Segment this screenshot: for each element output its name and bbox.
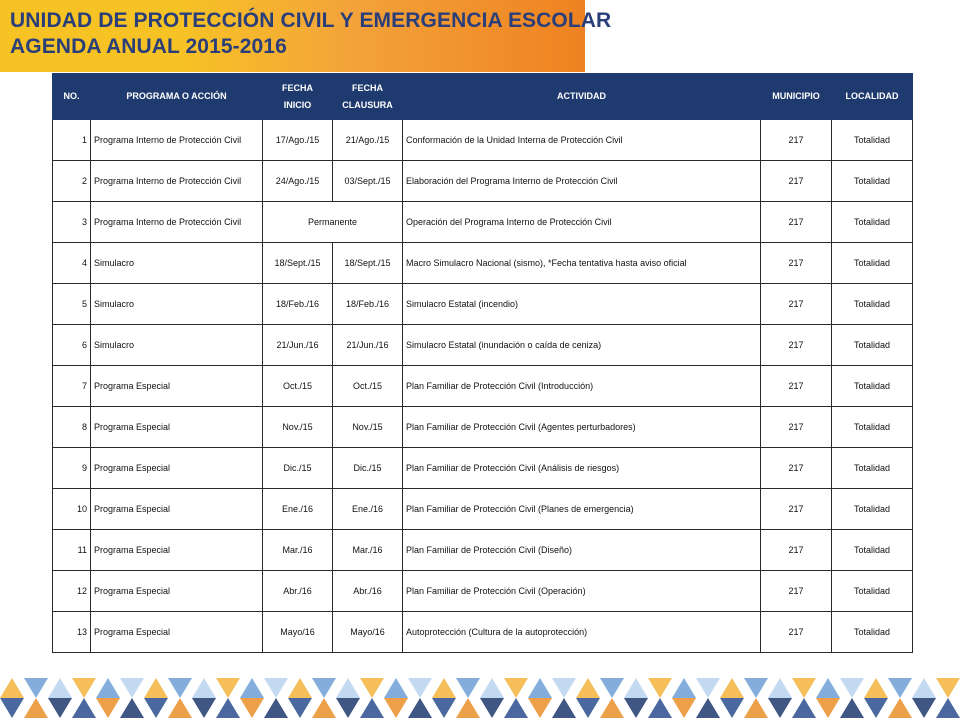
cell-programa: Programa Interno de Protección Civil [91,120,263,161]
footer-triangle [600,698,624,718]
footer-pattern-graphic [0,673,960,720]
cell-fecha-clausura: 21/Ago./15 [333,120,403,161]
cell-municipio: 217 [761,407,832,448]
cell-fecha-inicio: 18/Sept./15 [263,243,333,284]
cell-no: 6 [53,325,91,366]
footer-triangle [264,698,288,718]
cell-programa: Programa Especial [91,530,263,571]
cell-fecha-inicio: 21/Jun./16 [263,325,333,366]
footer-triangle [384,698,408,718]
col-header-actividad: ACTIVIDAD [403,74,761,120]
cell-programa: Simulacro [91,243,263,284]
cell-fecha-clausura: Dic./15 [333,448,403,489]
footer-triangle [912,698,936,718]
footer-triangle [360,698,384,718]
footer-triangle [768,698,792,718]
table-row [53,325,913,366]
cell-localidad: Totalidad [832,407,913,448]
footer-triangle [168,678,192,698]
footer-triangle [816,678,840,698]
footer-triangle [408,698,432,718]
footer-triangle [648,698,672,718]
page-title: UNIDAD DE PROTECCIÓN CIVIL Y EMERGENCIA ESCOLAR [10,9,612,32]
footer-triangle [48,678,72,698]
cell-localidad: Totalidad [832,366,913,407]
table-row [53,571,913,612]
cell-municipio: 217 [761,325,832,366]
footer-triangle [528,678,552,698]
footer-triangle [936,678,960,698]
footer-triangle [840,698,864,718]
footer-triangle [792,698,816,718]
footer-triangle [24,678,48,698]
footer-triangle [552,698,576,718]
footer-triangle [480,698,504,718]
footer-triangle [288,698,312,718]
footer-triangle [888,698,912,718]
footer-triangle [264,678,288,698]
cell-municipio: 217 [761,612,832,653]
cell-programa: Simulacro [91,284,263,325]
cell-fecha-inicio: Abr./16 [263,571,333,612]
footer-triangle [720,678,744,698]
cell-fecha-clausura: Oct./15 [333,366,403,407]
cell-municipio: 217 [761,530,832,571]
cell-programa: Programa Especial [91,489,263,530]
cell-no: 2 [53,161,91,202]
footer-triangle [624,678,648,698]
footer-triangle [912,678,936,698]
col-header-localidad: LOCALIDAD [832,74,913,120]
footer-triangle [888,678,912,698]
table-row [53,530,913,571]
col-header-fecha-clausura-line2: CLAUSURA [342,99,393,110]
cell-actividad: Autoprotección (Cultura de la autoprotección) [403,612,761,653]
cell-fecha-clausura: Mar./16 [333,530,403,571]
footer-triangle [696,678,720,698]
footer-triangle [552,678,576,698]
cell-no: 11 [53,530,91,571]
footer-triangle [456,678,480,698]
cell-actividad: Elaboración del Programa Interno de Protección Civil [403,161,761,202]
footer-triangle [384,678,408,698]
cell-programa: Simulacro [91,325,263,366]
footer-triangle [240,678,264,698]
cell-localidad: Totalidad [832,325,913,366]
footer-triangle [768,678,792,698]
cell-no: 1 [53,120,91,161]
cell-localidad: Totalidad [832,489,913,530]
footer-triangle [504,678,528,698]
footer-triangle [720,698,744,718]
footer-triangle [168,698,192,718]
cell-localidad: Totalidad [832,202,913,243]
footer-triangle [360,678,384,698]
cell-fecha-clausura: Nov./15 [333,407,403,448]
decorative-footer-pattern [0,673,960,720]
footer-triangle [576,698,600,718]
cell-no: 13 [53,612,91,653]
cell-programa: Programa Especial [91,612,263,653]
footer-triangle [840,678,864,698]
footer-triangle [240,698,264,718]
cell-actividad: Simulacro Estatal (incendio) [403,284,761,325]
cell-localidad: Totalidad [832,448,913,489]
cell-localidad: Totalidad [832,530,913,571]
footer-triangle [576,678,600,698]
cell-municipio: 217 [761,448,832,489]
col-header-municipio: MUNICIPIO [761,74,832,120]
footer-triangle [336,678,360,698]
cell-fecha-inicio: Nov./15 [263,407,333,448]
footer-triangle [696,698,720,718]
footer-triangle [672,678,696,698]
footer-triangle [312,678,336,698]
cell-actividad: Operación del Programa Interno de Protección Civil [403,202,761,243]
footer-triangle [600,678,624,698]
cell-municipio: 217 [761,284,832,325]
cell-localidad: Totalidad [832,161,913,202]
cell-fecha-inicio: Dic./15 [263,448,333,489]
footer-triangle [528,698,552,718]
cell-no: 3 [53,202,91,243]
table-row [53,612,913,653]
cell-fecha-clausura: 18/Sept./15 [333,243,403,284]
cell-actividad: Plan Familiar de Protección Civil (Agentes perturbadores) [403,407,761,448]
cell-localidad: Totalidad [832,571,913,612]
footer-triangle [336,698,360,718]
footer-triangle [432,698,456,718]
col-header-programa: PROGRAMA O ACCIÓN [91,74,263,120]
cell-actividad: Plan Familiar de Protección Civil (Operación) [403,571,761,612]
cell-fecha-inicio: Ene./16 [263,489,333,530]
cell-programa: Programa Especial [91,366,263,407]
agenda-table [52,73,913,653]
footer-triangle [72,678,96,698]
cell-municipio: 217 [761,489,832,530]
agenda-table-body [53,120,913,653]
cell-localidad: Totalidad [832,612,913,653]
footer-triangle [792,678,816,698]
table-row [53,161,913,202]
cell-fecha-clausura: 18/Feb./16 [333,284,403,325]
footer-triangle [0,698,24,718]
cell-programa: Programa Interno de Protección Civil [91,202,263,243]
table-row [53,243,913,284]
footer-triangle [24,698,48,718]
cell-no: 12 [53,571,91,612]
cell-programa: Programa Especial [91,571,263,612]
footer-triangle [312,698,336,718]
footer-triangle [864,698,888,718]
footer-triangle [120,698,144,718]
cell-fecha-inicio: Oct./15 [263,366,333,407]
col-header-fecha-clausura [333,74,403,120]
cell-fecha-clausura: Mayo/16 [333,612,403,653]
cell-no: 7 [53,366,91,407]
table-row [53,366,913,407]
cell-localidad: Totalidad [832,120,913,161]
footer-triangle [144,678,168,698]
cell-programa: Programa Especial [91,448,263,489]
footer-triangle [432,678,456,698]
table-row [53,120,913,161]
cell-localidad: Totalidad [832,284,913,325]
footer-triangle [864,678,888,698]
cell-actividad: Macro Simulacro Nacional (sismo), *Fecha tentativa hasta aviso oficial [403,243,761,284]
footer-triangle [816,698,840,718]
col-header-fecha-inicio-line2: INICIO [283,99,312,110]
page-subtitle: AGENDA ANUAL 2015-2016 [10,35,287,58]
cell-fecha-inicio: Mar./16 [263,530,333,571]
col-header-fecha-inicio [263,74,333,120]
cell-fecha-inicio: 24/Ago./15 [263,161,333,202]
col-header-fecha-inicio-line1: FECHA [282,82,313,93]
table-row [53,448,913,489]
cell-actividad: Simulacro Estatal (inundación o caída de ceniza) [403,325,761,366]
cell-municipio: 217 [761,366,832,407]
col-header-no: NO. [53,74,91,120]
footer-triangle [936,698,960,718]
footer-triangle [648,678,672,698]
table-row [53,489,913,530]
table-row [53,202,913,243]
footer-triangle [72,698,96,718]
title-banner [0,0,612,72]
cell-periodo: Permanente [263,202,403,243]
cell-actividad: Conformación de la Unidad Interna de Protección Civil [403,120,761,161]
footer-triangle [120,678,144,698]
cell-fecha-inicio: 17/Ago./15 [263,120,333,161]
footer-triangle [216,698,240,718]
cell-no: 9 [53,448,91,489]
col-header-fecha-clausura-line1: FECHA [352,82,383,93]
cell-municipio: 217 [761,161,832,202]
footer-triangle [96,698,120,718]
cell-programa: Programa Interno de Protección Civil [91,161,263,202]
footer-triangle [744,678,768,698]
cell-no: 4 [53,243,91,284]
footer-triangle [624,698,648,718]
footer-triangle [144,698,168,718]
cell-municipio: 217 [761,571,832,612]
footer-triangle [96,678,120,698]
footer-triangle [744,698,768,718]
footer-triangle [0,678,24,698]
footer-triangle [480,678,504,698]
table-row [53,407,913,448]
cell-fecha-inicio: Mayo/16 [263,612,333,653]
cell-actividad: Plan Familiar de Protección Civil (Introducción) [403,366,761,407]
cell-fecha-clausura: Abr./16 [333,571,403,612]
footer-triangle [288,678,312,698]
cell-no: 10 [53,489,91,530]
cell-no: 8 [53,407,91,448]
cell-fecha-inicio: 18/Feb./16 [263,284,333,325]
footer-triangle [48,698,72,718]
table-row [53,284,913,325]
cell-municipio: 217 [761,202,832,243]
cell-programa: Programa Especial [91,407,263,448]
cell-actividad: Plan Familiar de Protección Civil (Planes de emergencia) [403,489,761,530]
footer-triangle [192,678,216,698]
cell-actividad: Plan Familiar de Protección Civil (Análisis de riesgos) [403,448,761,489]
table-header-row [53,74,913,120]
cell-fecha-clausura: 21/Jun./16 [333,325,403,366]
cell-municipio: 217 [761,243,832,284]
footer-triangle [504,698,528,718]
footer-triangle [456,698,480,718]
cell-fecha-clausura: 03/Sept./15 [333,161,403,202]
footer-triangle [672,698,696,718]
cell-no: 5 [53,284,91,325]
cell-actividad: Plan Familiar de Protección Civil (Diseño) [403,530,761,571]
footer-triangle [216,678,240,698]
cell-localidad: Totalidad [832,243,913,284]
footer-triangle [408,678,432,698]
footer-triangle [192,698,216,718]
cell-municipio: 217 [761,120,832,161]
cell-fecha-clausura: Ene./16 [333,489,403,530]
